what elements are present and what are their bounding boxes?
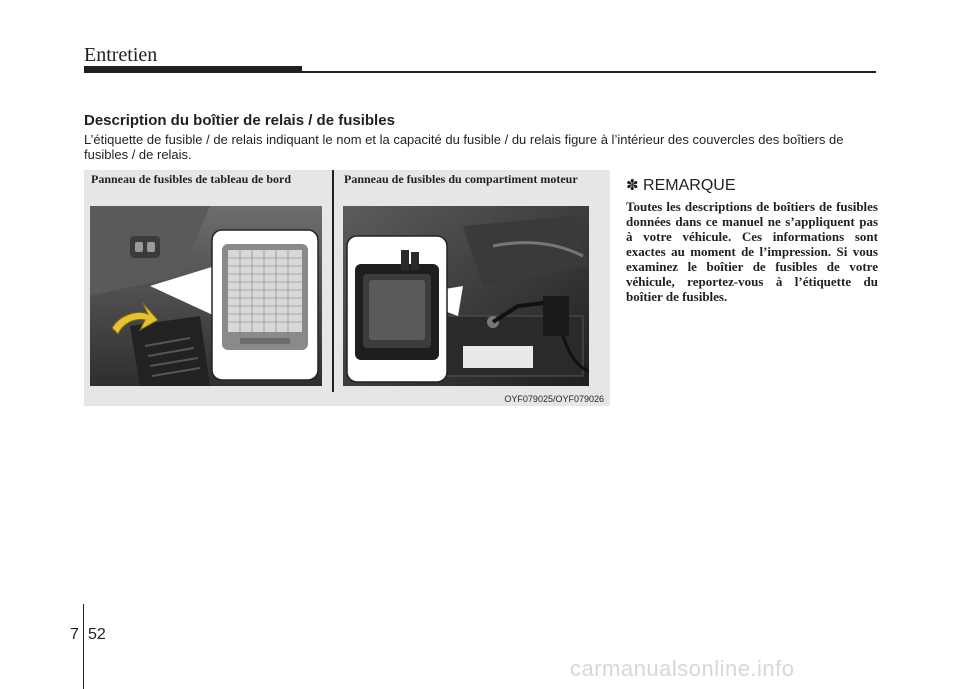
fuse-figure xyxy=(84,170,610,406)
note-heading xyxy=(626,176,878,195)
dashboard-fuse-photo xyxy=(90,206,322,386)
header-title: Entretien xyxy=(84,44,158,66)
note-star-icon: ✽ xyxy=(626,177,639,194)
intro-text: L’étiquette de fusible / de relais indiquant le nom et la capacité du fusible / du relais figure à l’intérieur des couvercles des boîtiers de fusibles / de relais. xyxy=(84,132,844,162)
note-box xyxy=(626,176,878,304)
note-heading-label: REMARQUE xyxy=(643,177,736,194)
header-bar-thin xyxy=(302,71,876,73)
section-heading: Description du boîtier de relais / de fusibles xyxy=(84,112,395,129)
site-watermark[interactable]: carmanualsonline.info xyxy=(570,656,795,681)
caption-dashboard-fuse-panel: Panneau de fusibles de tableau de bord xyxy=(91,172,292,186)
note-body: Toutes les descriptions de boîtiers de fusibles données dans ce manuel ne s’appliquent pas à votre véhicule. Ces informations sont exactes au moment de l’impression. Si vous examinez le boîtier de fusibles de votre véhicule, reportez-vous à l’étiquette du boîtier de fusibles. xyxy=(626,199,878,304)
chapter-number: 7 xyxy=(70,626,79,643)
figure-code: OYF079025/OYF079026 xyxy=(504,394,604,404)
engine-fuse-photo xyxy=(343,206,589,386)
dash-switch-panel xyxy=(130,236,160,258)
figure-divider xyxy=(332,170,334,392)
page-number: 52 xyxy=(88,626,106,643)
footer-rule xyxy=(83,604,84,689)
caption-engine-fuse-panel: Panneau de fusibles du compartiment moteur xyxy=(344,172,578,186)
header-bar-thick xyxy=(84,66,302,73)
